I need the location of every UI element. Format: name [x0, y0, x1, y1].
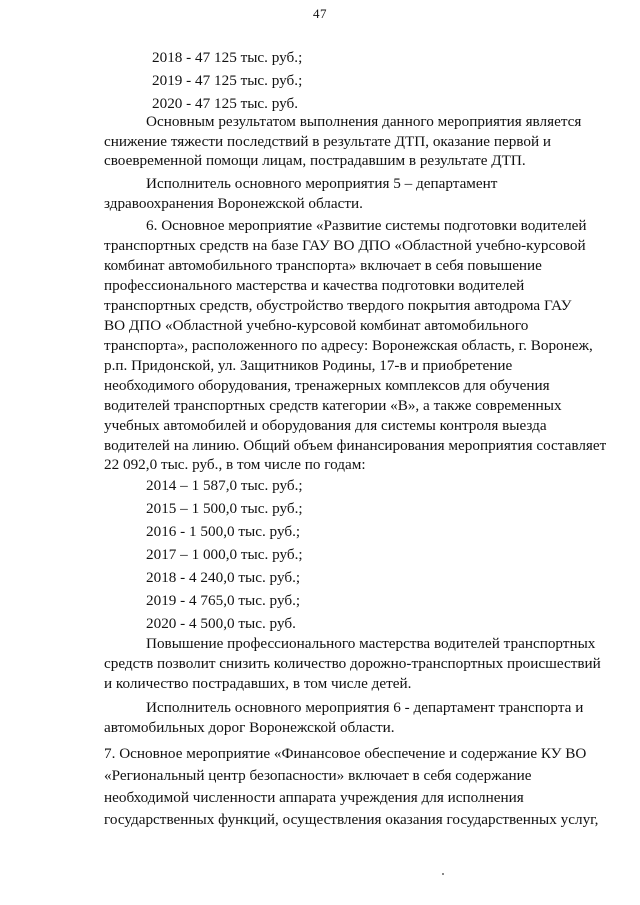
- scan-speck: [442, 873, 444, 875]
- executor-paragraph-line: здравоохранения Воронежской области.: [104, 195, 363, 212]
- measure-paragraph-line: транспортных средств, обустройство твердого покрытия автодрома ГАУ: [104, 297, 572, 314]
- measure-paragraph-line: «Региональный центр безопасности» включает в себя содержание: [104, 767, 532, 784]
- year-item: 2020 - 47 125 тыс. руб.: [152, 95, 299, 112]
- measure-paragraph-line: 6. Основное мероприятие «Развитие системы подготовки водителей: [146, 217, 587, 234]
- measure-paragraph-line: транспорта», расположенного по адресу: Воронежская область, г. Воронеж,: [104, 337, 593, 354]
- measure-paragraph-line: транспортных средств на базе ГАУ ВО ДПО «Областной учебно-курсовой: [104, 237, 586, 254]
- year-item: 2018 - 4 240,0 тыс. руб.;: [146, 569, 301, 586]
- measure-paragraph-line: необходимого оборудования, тренажерных комплексов для обучения: [104, 377, 550, 394]
- measure-paragraph-line: 7. Основное мероприятие «Финансовое обеспечение и содержание КУ ВО: [104, 745, 587, 762]
- result-paragraph-line: Основным результатом выполнения данного мероприятия является: [146, 113, 582, 130]
- result-paragraph-line: снижение тяжести последствий в результате ДТП, оказание первой и: [104, 133, 552, 150]
- measure-paragraph-line: необходимой численности аппарата учреждения для исполнения: [104, 789, 524, 806]
- measure-paragraph-line: учебных автомобилей и оборудования для системы контроля выезда: [104, 417, 547, 434]
- year-item: 2019 - 4 765,0 тыс. руб.;: [146, 592, 301, 609]
- result-paragraph-line: и количество пострадавших, в том числе детей.: [104, 675, 412, 692]
- page-number: 47: [313, 6, 327, 21]
- year-item: 2020 - 4 500,0 тыс. руб.: [146, 615, 296, 632]
- measure-paragraph-line: профессионального мастерства и качества подготовки водителей: [104, 277, 525, 294]
- measure-paragraph-line: водителей транспортных средств категории «В», а также современных: [104, 397, 562, 414]
- executor-paragraph-line: автомобильных дорог Воронежской области.: [104, 719, 395, 736]
- executor-paragraph-line: Исполнитель основного мероприятия 6 - департамент транспорта и: [146, 699, 584, 716]
- measure-paragraph-line: ВО ДПО «Областной учебно-курсовой комбинат автомобильного: [104, 317, 529, 334]
- year-item: 2016 - 1 500,0 тыс. руб.;: [146, 523, 301, 540]
- year-item: 2018 - 47 125 тыс. руб.;: [152, 49, 303, 66]
- measure-paragraph-line: государственных функций, осуществления оказания государственных услуг,: [104, 811, 599, 828]
- executor-paragraph-line: Исполнитель основного мероприятия 5 – департамент: [146, 175, 498, 192]
- result-paragraph-line: своевременной помощи лицам, пострадавшим в результате ДТП.: [104, 152, 526, 169]
- measure-paragraph-line: р.п. Придонской, ул. Защитников Родины, 17-в и приобретение: [104, 357, 513, 374]
- measure-paragraph-line: комбинат автомобильного транспорта» включает в себя повышение: [104, 257, 542, 274]
- year-item: 2014 – 1 587,0 тыс. руб.;: [146, 477, 303, 494]
- year-item: 2019 - 47 125 тыс. руб.;: [152, 72, 303, 89]
- measure-paragraph-line: 22 092,0 тыс. руб., в том числе по годам:: [104, 456, 366, 473]
- year-item: 2015 – 1 500,0 тыс. руб.;: [146, 500, 303, 517]
- measure-paragraph-line: водителей на линию. Общий объем финансирования мероприятия составляет: [104, 437, 606, 454]
- year-item: 2017 – 1 000,0 тыс. руб.;: [146, 546, 303, 563]
- result-paragraph-line: средств позволит снизить количество дорожно-транспортных происшествий: [104, 655, 601, 672]
- result-paragraph-line: Повышение профессионального мастерства водителей транспортных: [146, 635, 596, 652]
